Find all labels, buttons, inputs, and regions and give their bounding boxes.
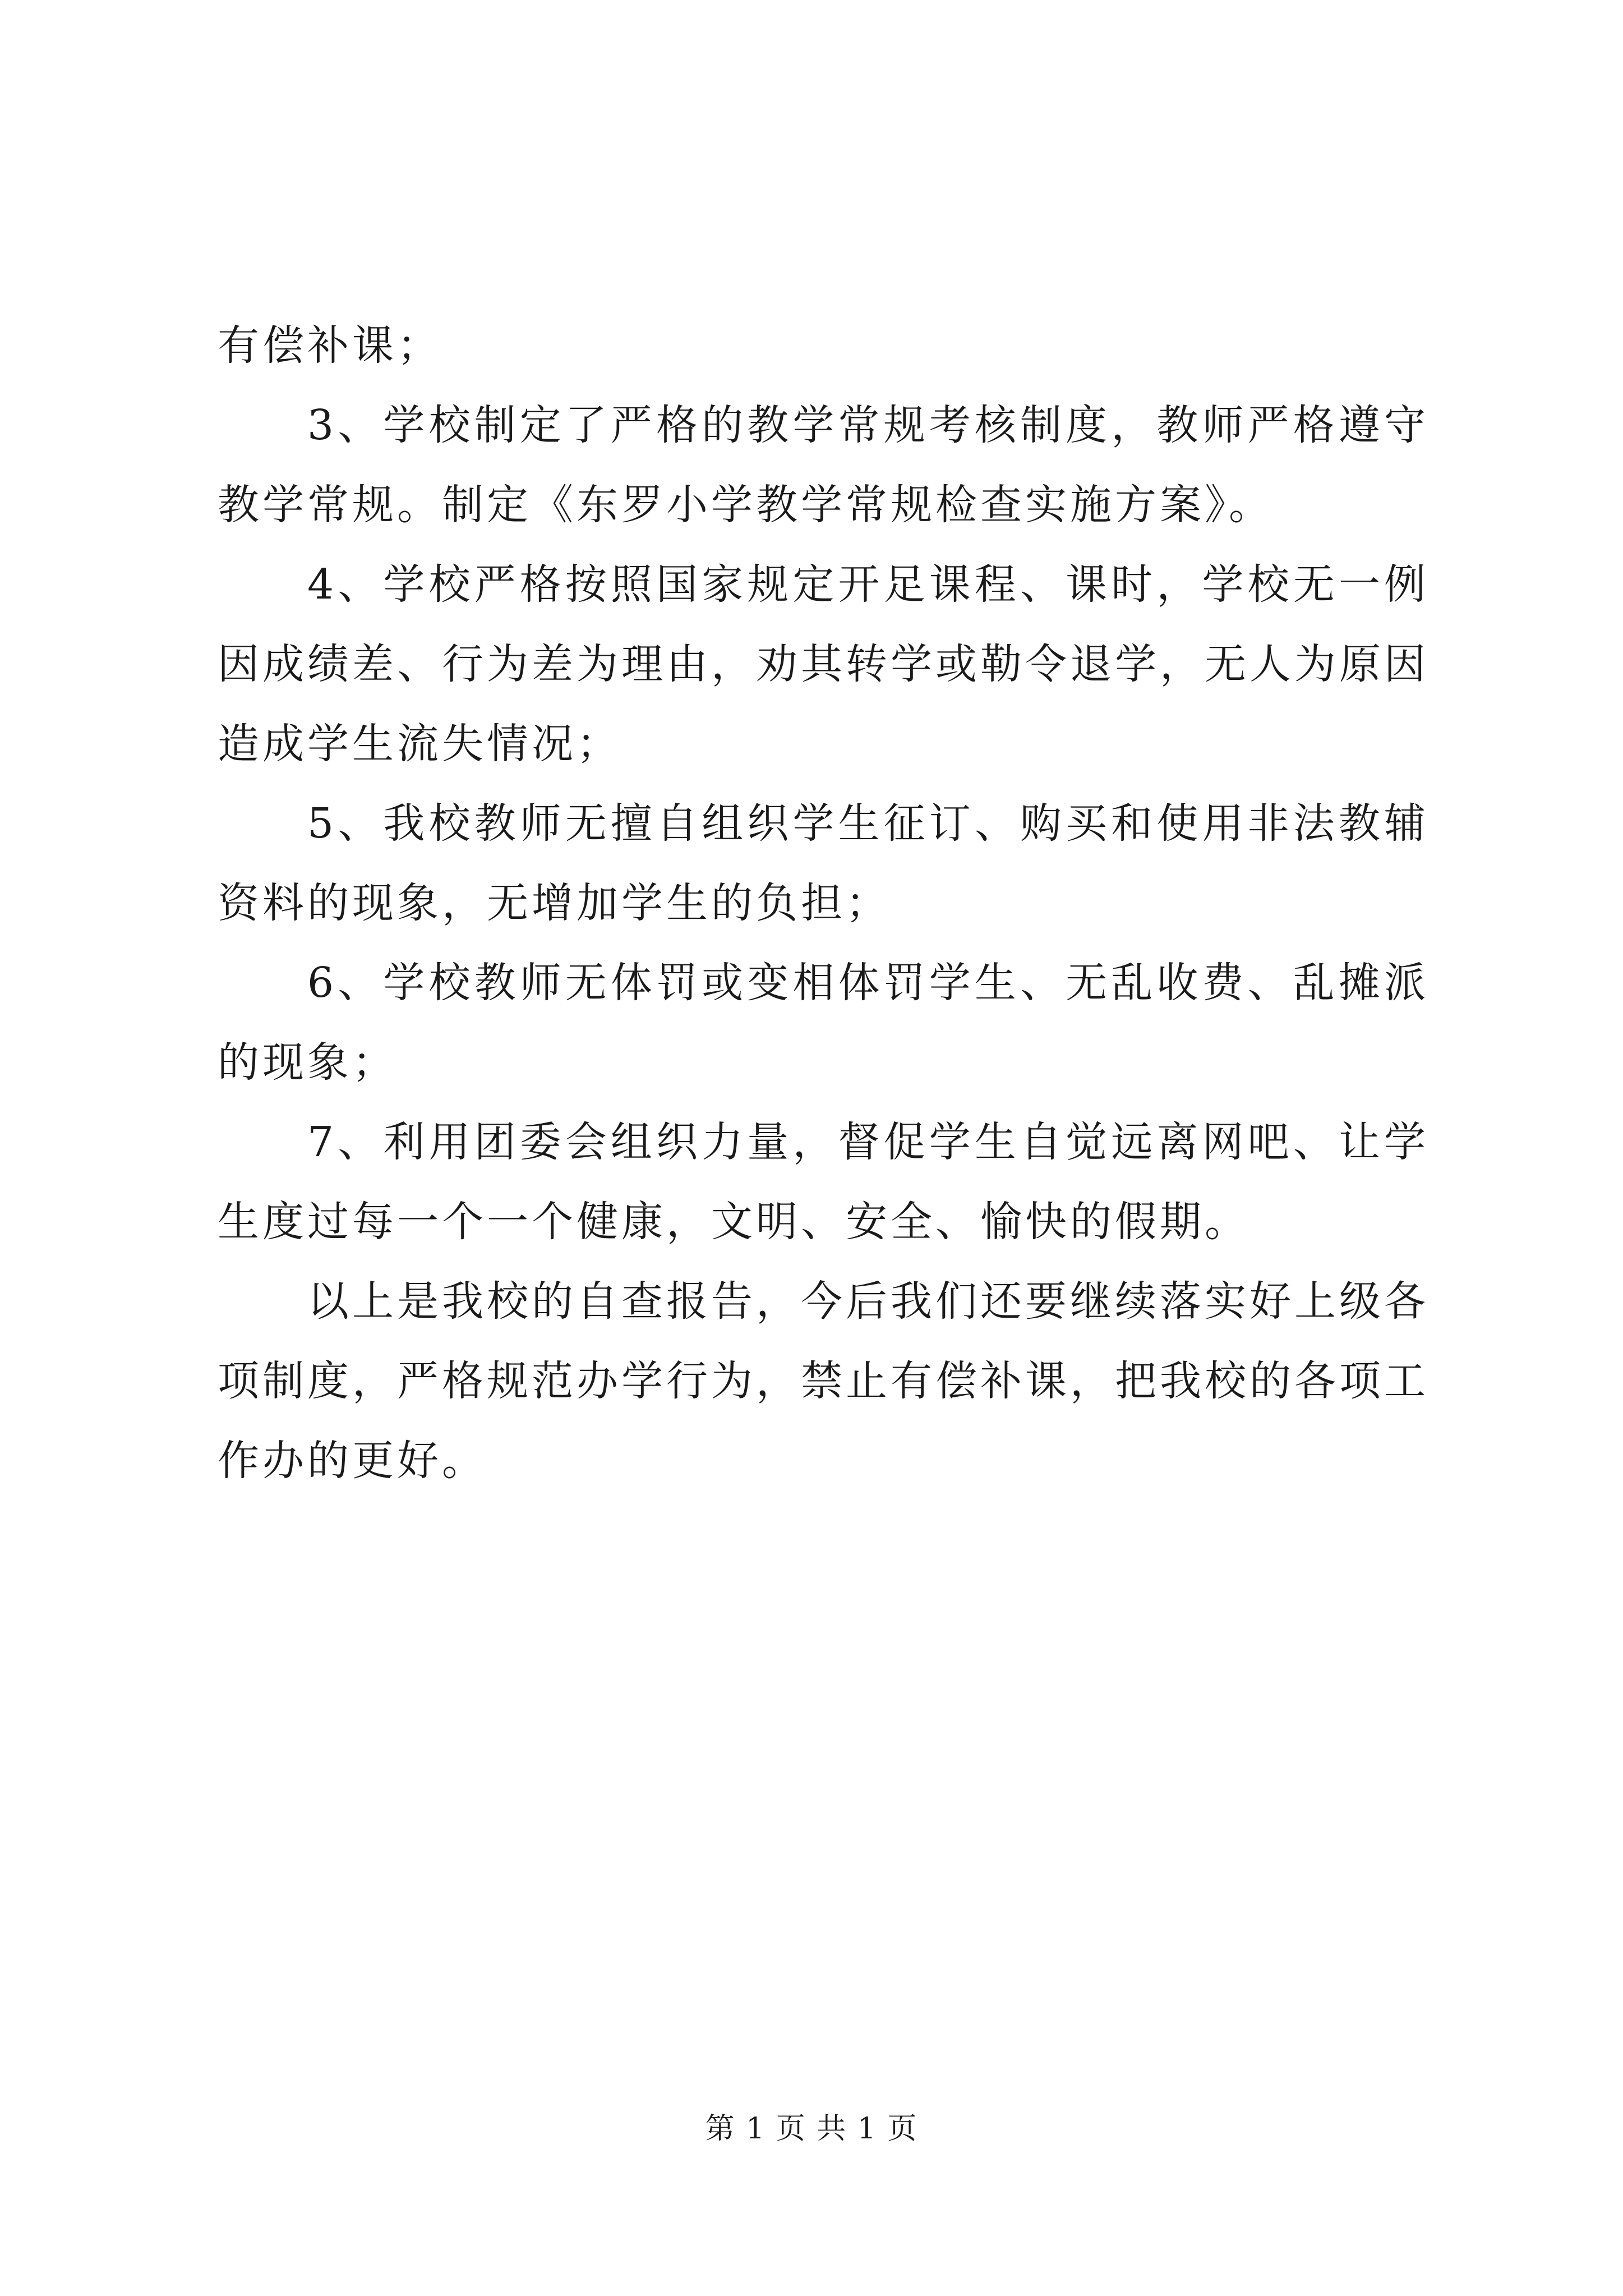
paragraph-item-4: 4、学校严格按照国家规定开足课程、课时，学校无一例因成绩差、行为差为理由，劝其转学或勒令退学，无人为原因造成学生流失情况； <box>218 560 1429 768</box>
paragraph-item-5: 5、我校教师无擅自组织学生征订、购买和使用非法教辅资料的现象，无增加学生的负担； <box>218 799 1429 927</box>
document-body <box>218 306 1429 1501</box>
paragraph-conclusion: 以上是我校的自查报告，今后我们还要继续落实好上级各项制度，严格规范办学行为，禁止有偿补课，把我校的各项工作办的更好。 <box>218 1277 1429 1485</box>
paragraph-item-3: 3、学校制定了严格的教学常规考核制度，教师严格遵守教学常规。制定《东罗小学教学常规检查实施方案》。 <box>218 401 1429 529</box>
paragraph-item-6: 6、学校教师无体罚或变相体罚学生、无乱收费、乱摊派的现象； <box>218 959 1429 1087</box>
paragraph-continuation: 有偿补课； <box>218 321 442 370</box>
paragraph-item-7: 7、利用团委会组织力量，督促学生自觉远离网吧、让学生度过每一个一个健康，文明、安全、愉快的假期。 <box>218 1118 1429 1246</box>
page-footer: 第 1 页 共 1 页 <box>705 2112 918 2146</box>
